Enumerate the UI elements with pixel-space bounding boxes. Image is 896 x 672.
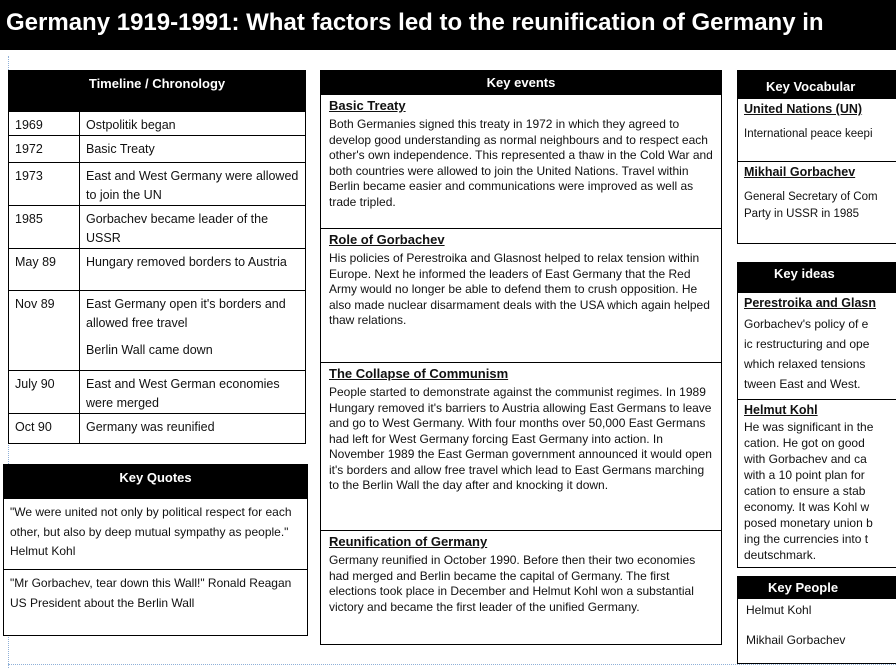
- event-text: Germany reunified in October 1990. Before then their two economies had merged and Berlin became the capital of Germany. The first elections took place in December and Helmut Kohl won a substantial victory and became the first leader of the unified Germany.: [329, 553, 696, 614]
- timeline-year: 1985: [9, 206, 80, 249]
- idea-item: [738, 400, 896, 566]
- event-title: Basic Treaty: [329, 98, 406, 113]
- timeline-event: Ostpolitik began: [80, 112, 306, 136]
- vocab-definition: General Secretary of Com: [744, 191, 878, 203]
- ideas-panel: [737, 262, 896, 568]
- timeline-year: July 90: [9, 371, 80, 414]
- title-bar: [0, 0, 896, 50]
- idea-term: Helmut Kohl: [744, 403, 818, 417]
- timeline-year: 1969: [9, 112, 80, 136]
- vocab-term: United Nations (UN): [744, 102, 863, 116]
- timeline-event: Gorbachev became leader of the USSR: [80, 206, 306, 249]
- idea-line: tween East and West.: [744, 377, 861, 391]
- event-section: [321, 95, 721, 229]
- timeline-year: 1973: [9, 163, 80, 206]
- vocab-panel: [737, 70, 896, 244]
- idea-line: economy. It was Kohl w: [744, 500, 870, 514]
- event-section: [321, 229, 721, 363]
- event-title: The Collapse of Communism: [329, 366, 509, 381]
- event-text: Both Germanies signed this treaty in 1972 in which they agreed to develop good understanding as normal neighbours and to respect each other's own independence. This represented a thaw in the Cold War and both countries were allowed to join the United Nations. Travel within Berlin became easier and communications were improved as well as trade tripled.: [329, 117, 713, 209]
- idea-line: ing the currencies into t: [744, 532, 869, 546]
- events-heading: Key events: [321, 71, 721, 95]
- idea-item: [738, 293, 896, 400]
- table-row: [9, 163, 305, 206]
- timeline-heading: Timeline / Chronology: [9, 71, 305, 111]
- vocab-item: [738, 162, 896, 225]
- quote-item: "We were united not only by political respect for each other, but also by deep mutual sympathy as people." Helmut Kohl: [4, 499, 307, 570]
- timeline-event: East and West Germany were allowed to join the UN: [80, 163, 306, 206]
- timeline-year: Oct 90: [9, 414, 80, 445]
- timeline-year: Nov 89: [9, 291, 80, 371]
- table-row: [9, 291, 305, 371]
- table-row: [9, 414, 305, 445]
- idea-line: posed monetary union b: [744, 516, 873, 530]
- event-title: Role of Gorbachev: [329, 232, 445, 247]
- event-text: People started to demonstrate against the communist regimes. In 1989 Hungary removed it's barriers to Austria allowing East Germans to leave and go to West Germany. With four months over 50,000 East Germans had left for West Germany forcing East Germany into action. In November 1989 the East German government announced it would open it's borders and allow free travel which lead to East Germans marching to the Berlin Wall the day after and knocking it down.: [329, 385, 712, 492]
- idea-line: ic restructuring and ope: [744, 337, 870, 351]
- table-row: [9, 371, 305, 414]
- idea-line: which relaxed tensions: [744, 357, 866, 371]
- people-panel: [737, 576, 896, 664]
- vocab-heading: Key Vocabular: [738, 71, 896, 99]
- idea-line: Gorbachev's policy of e: [744, 317, 869, 331]
- person-item: Helmut Kohl: [746, 603, 812, 617]
- event-section: [321, 531, 721, 642]
- page-title: Germany 1919-1991: What factors led to the reunification of Germany in: [6, 9, 824, 36]
- idea-line: cation. He got on good: [744, 436, 865, 450]
- events-panel: [320, 70, 722, 645]
- timeline-event-secondary: Berlin Wall came down: [86, 343, 213, 357]
- timeline-event: East Germany open it's borders and allowed free travel: [86, 297, 286, 330]
- table-row: [9, 206, 305, 249]
- quote-item: "Mr Gorbachev, tear down this Wall!" Ronald Reagan US President about the Berlin Wall: [10, 576, 292, 610]
- timeline-year: 1972: [9, 136, 80, 163]
- table-row: [9, 249, 305, 291]
- quotes-heading: Key Quotes: [4, 465, 307, 499]
- table-row: [9, 112, 305, 136]
- vocab-term: Mikhail Gorbachev: [744, 165, 856, 179]
- vocab-definition: Party in USSR in 1985: [744, 207, 860, 220]
- table-row: [9, 136, 305, 163]
- timeline-event-cell: [80, 291, 306, 371]
- timeline-table: [9, 111, 305, 444]
- timeline-panel: [8, 70, 306, 444]
- event-title: Reunification of Germany: [329, 534, 488, 549]
- timeline-event: Hungary removed borders to Austria: [80, 249, 306, 291]
- idea-term: Perestroika and Glasn: [744, 296, 877, 310]
- timeline-event: Basic Treaty: [80, 136, 306, 163]
- person-item: Mikhail Gorbachev: [746, 633, 846, 647]
- idea-line: with Gorbachev and ca: [744, 452, 867, 466]
- timeline-event: East and West German economies were merged: [80, 371, 306, 414]
- people-heading: Key People: [738, 577, 896, 599]
- idea-line: He was significant in the: [744, 420, 874, 434]
- vocab-definition: International peace keepi: [744, 128, 873, 140]
- timeline-year: May 89: [9, 249, 80, 291]
- guide-line-horizontal: [8, 664, 896, 665]
- event-text: His policies of Perestroika and Glasnost helped to relax tension within Europe. Next he informed the leaders of East Germany that the Red Army would no longer be able to defend them to crush opposition. He also made nuclear disarmament deals with the USA which again helped thaw relations.: [329, 251, 710, 327]
- vocab-item: [738, 99, 896, 162]
- timeline-event: Germany was reunified: [80, 414, 306, 445]
- ideas-heading: Key ideas: [738, 263, 896, 293]
- idea-line: with a 10 point plan for: [744, 468, 865, 482]
- idea-line: deutschmark.: [744, 548, 817, 562]
- event-section: [321, 363, 721, 531]
- idea-line: cation to ensure a stab: [744, 484, 866, 498]
- quotes-panel: [3, 464, 308, 636]
